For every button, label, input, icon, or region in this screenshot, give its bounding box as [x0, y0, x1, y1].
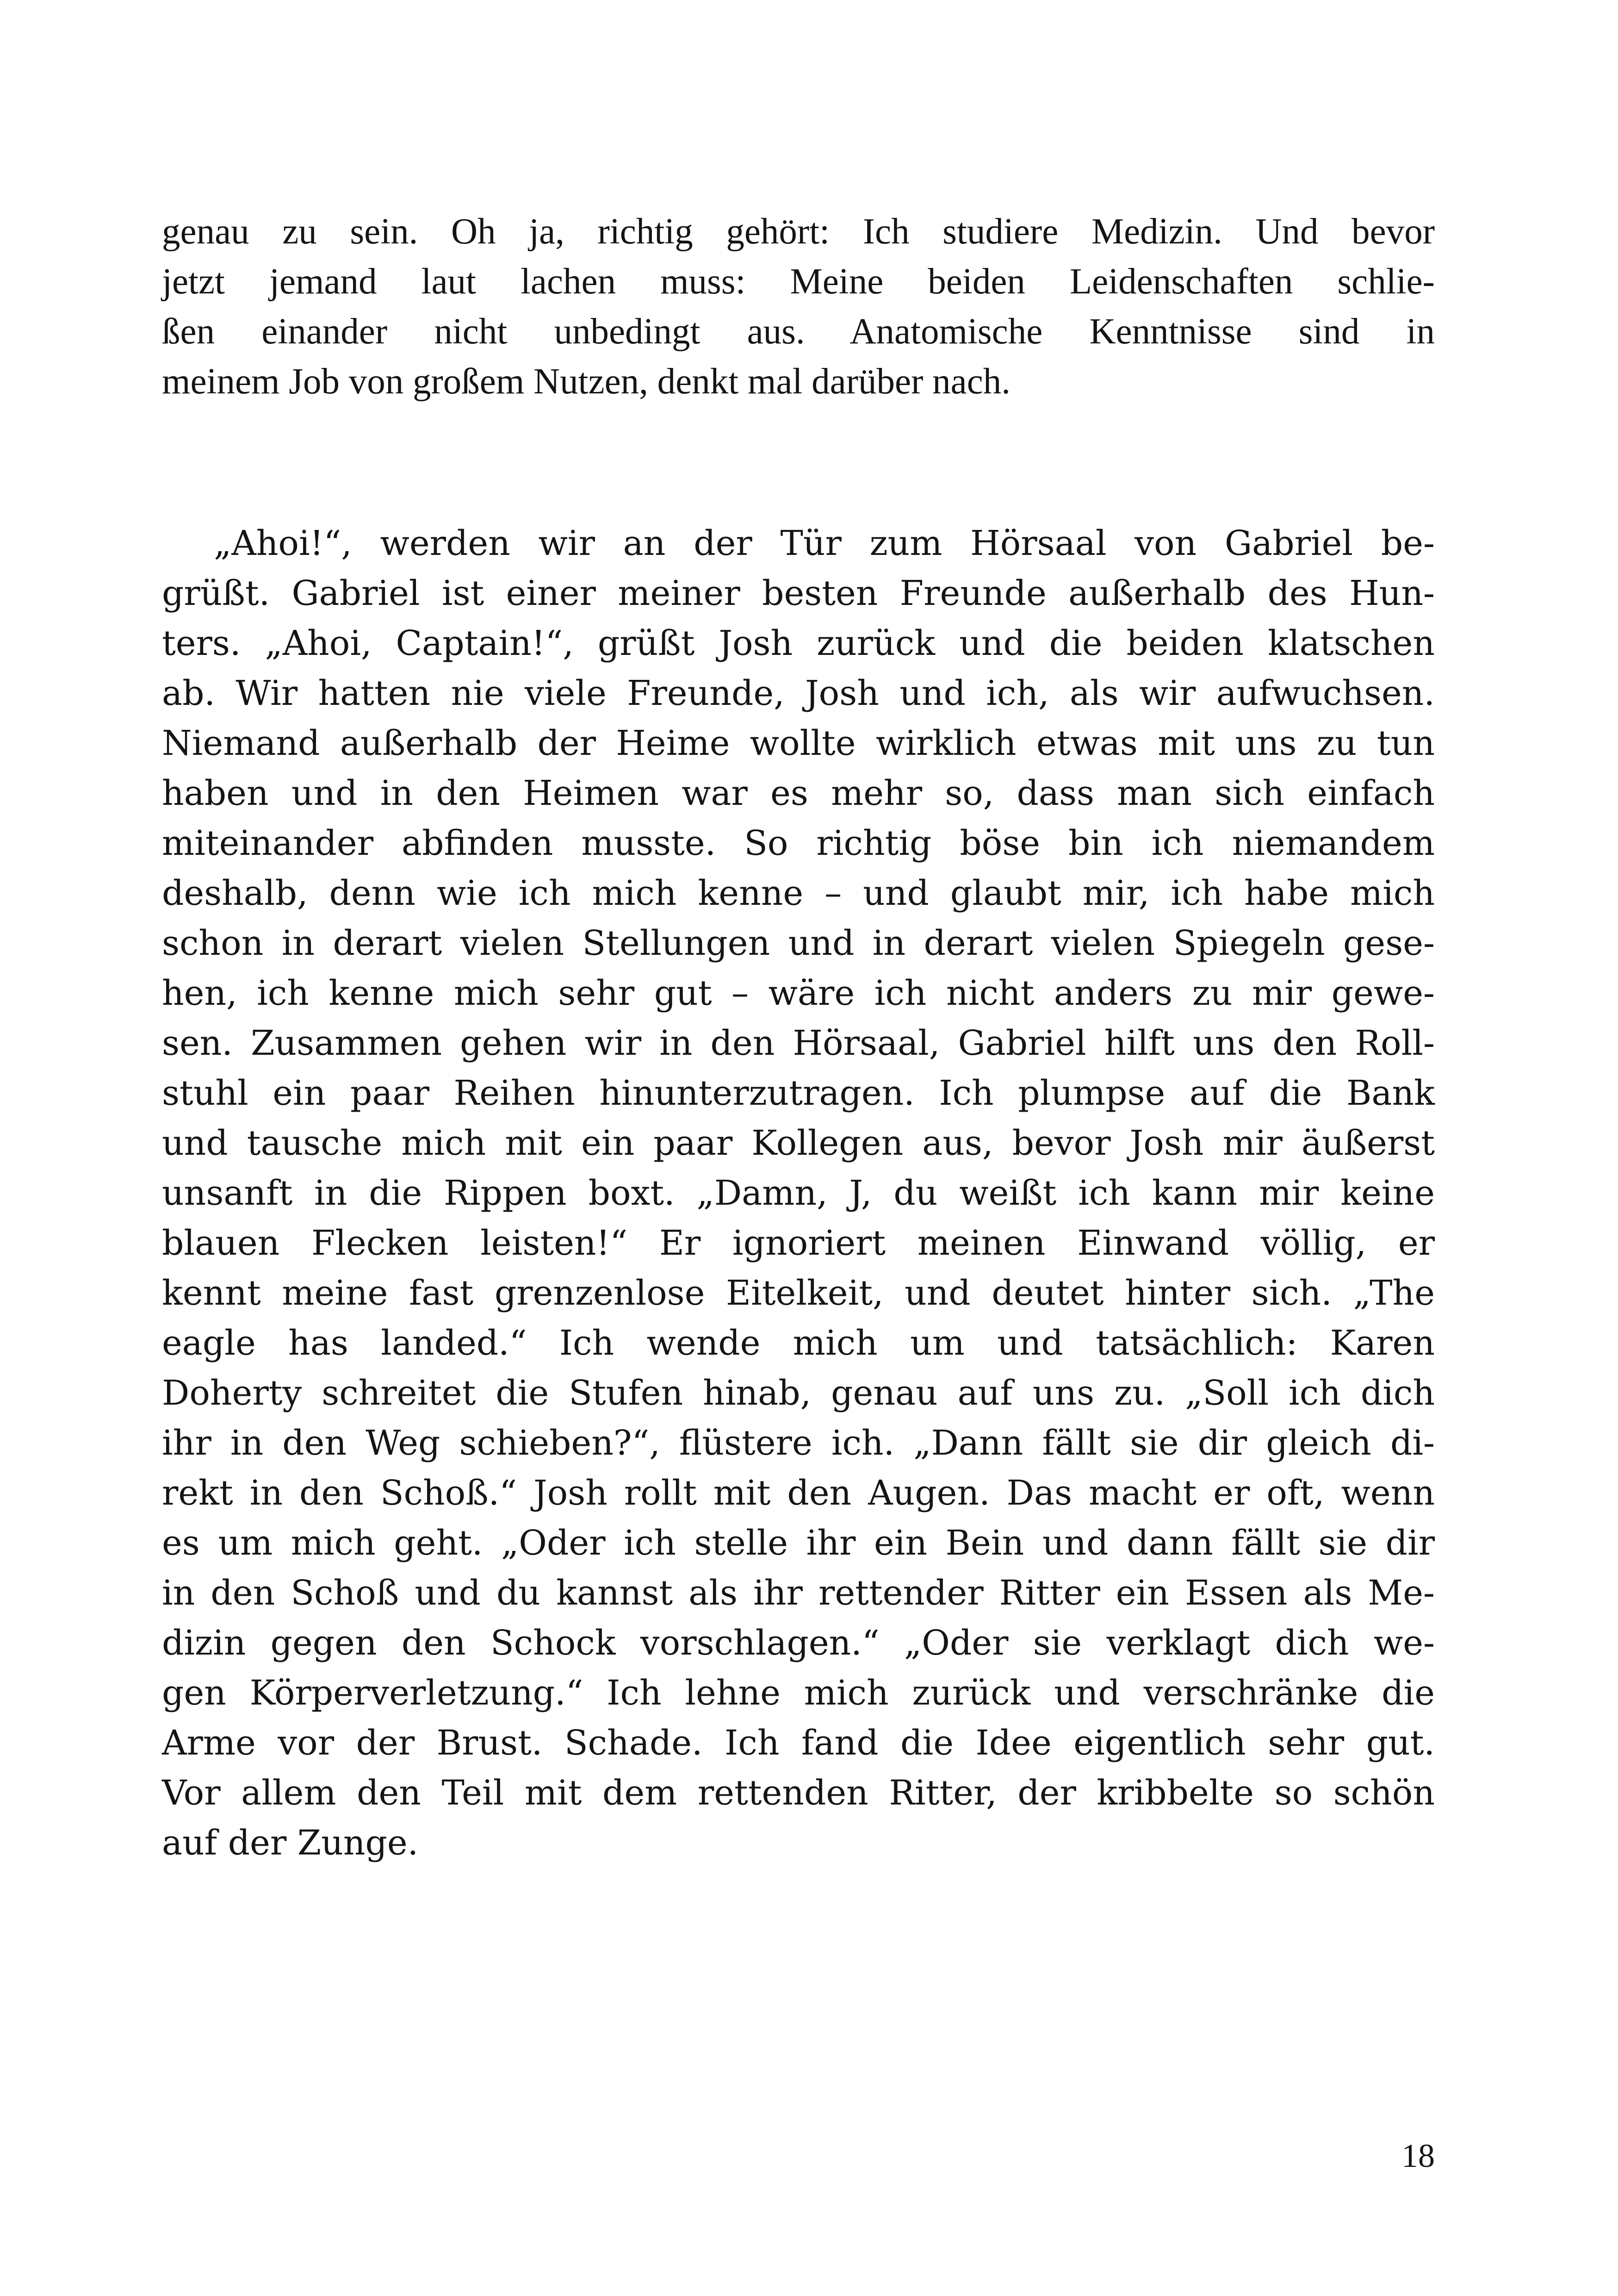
text-line: meinem Job von großem Nutzen, denkt mal darüber nach.: [162, 361, 1011, 402]
text-line: eagle has landed.“ Ich wende mich um und tatsächlich: Karen: [162, 1323, 1435, 1363]
text-line: rekt in den Schoß.“ Josh rollt mit den Augen. Das macht er oft, wenn: [162, 1473, 1435, 1513]
text-line: blauen Flecken leisten!“ Er ignoriert meinen Einwand völlig, er: [162, 1223, 1435, 1263]
text-line: ihr in den Weg schieben?“, flüstere ich. „Dann fällt sie dir gleich di-: [162, 1423, 1435, 1463]
text-line: jetzt jemand laut lachen muss: Meine beiden Leidenschaften schlie-: [162, 261, 1435, 302]
text-line: gen Körperverletzung.“ Ich lehne mich zurück und verschränke die: [162, 1673, 1435, 1713]
text-line: es um mich geht. „Oder ich stelle ihr ein Bein und dann fällt sie dir: [162, 1523, 1435, 1563]
text-line: ters. „Ahoi, Captain!“, grüßt Josh zurück und die beiden klatschen: [162, 623, 1435, 663]
text-line: genau zu sein. Oh ja, richtig gehört: Ich studiere Medizin. Und bevor: [162, 212, 1435, 252]
text-line: haben und in den Heimen war es mehr so, dass man sich einfach: [162, 773, 1435, 813]
text-line: Vor allem den Teil mit dem rettenden Ritter, der kribbelte so schön: [162, 1773, 1435, 1813]
text-line: kennt meine fast grenzenlose Eitelkeit, und deutet hinter sich. „The: [162, 1273, 1435, 1313]
page-number: 18: [1401, 2137, 1435, 2174]
text-line: in den Schoß und du kannst als ihr rettender Ritter ein Essen als Me-: [162, 1573, 1435, 1613]
text-line: dizin gegen den Schock vorschlagen.“ „Oder sie verklagt dich we-: [162, 1623, 1435, 1663]
text-line: Doherty schreitet die Stufen hinab, genau auf uns zu. „Soll ich dich: [162, 1373, 1435, 1413]
text-line: unsanft in die Rippen boxt. „Damn, J, du weißt ich kann mir keine: [162, 1173, 1435, 1213]
text-line: sen. Zusammen gehen wir in den Hörsaal, Gabriel hilft uns den Roll-: [162, 1023, 1435, 1063]
text-line: hen, ich kenne mich sehr gut – wäre ich nicht anders zu mir gewe-: [162, 973, 1435, 1013]
text-line: und tausche mich mit ein paar Kollegen aus, bevor Josh mir äußerst: [162, 1123, 1435, 1163]
text-line: ab. Wir hatten nie viele Freunde, Josh und ich, als wir aufwuchsen.: [162, 673, 1435, 713]
text-line: „Ahoi!“, werden wir an der Tür zum Hörsaal von Gabriel be-: [214, 523, 1435, 563]
text-line: schon in derart vielen Stellungen und in derart vielen Spiegeln gese-: [162, 923, 1435, 963]
text-line: miteinander abfinden musste. So richtig böse bin ich niemandem: [162, 823, 1435, 863]
text-line: stuhl ein paar Reihen hinunterzutragen. Ich plumpse auf die Bank: [162, 1073, 1435, 1113]
text-line: Arme vor der Brust. Schade. Ich fand die Idee eigentlich sehr gut.: [162, 1723, 1435, 1763]
text-line: deshalb, denn wie ich mich kenne – und glaubt mir, ich habe mich: [162, 873, 1435, 913]
text-line: auf der Zunge.: [162, 1823, 419, 1863]
text-line: grüßt. Gabriel ist einer meiner besten Freunde außerhalb des Hun-: [162, 573, 1435, 613]
text-line: Niemand außerhalb der Heime wollte wirklich etwas mit uns zu tun: [162, 723, 1435, 763]
text-line: ßen einander nicht unbedingt aus. Anatomische Kenntnisse sind in: [162, 311, 1435, 352]
